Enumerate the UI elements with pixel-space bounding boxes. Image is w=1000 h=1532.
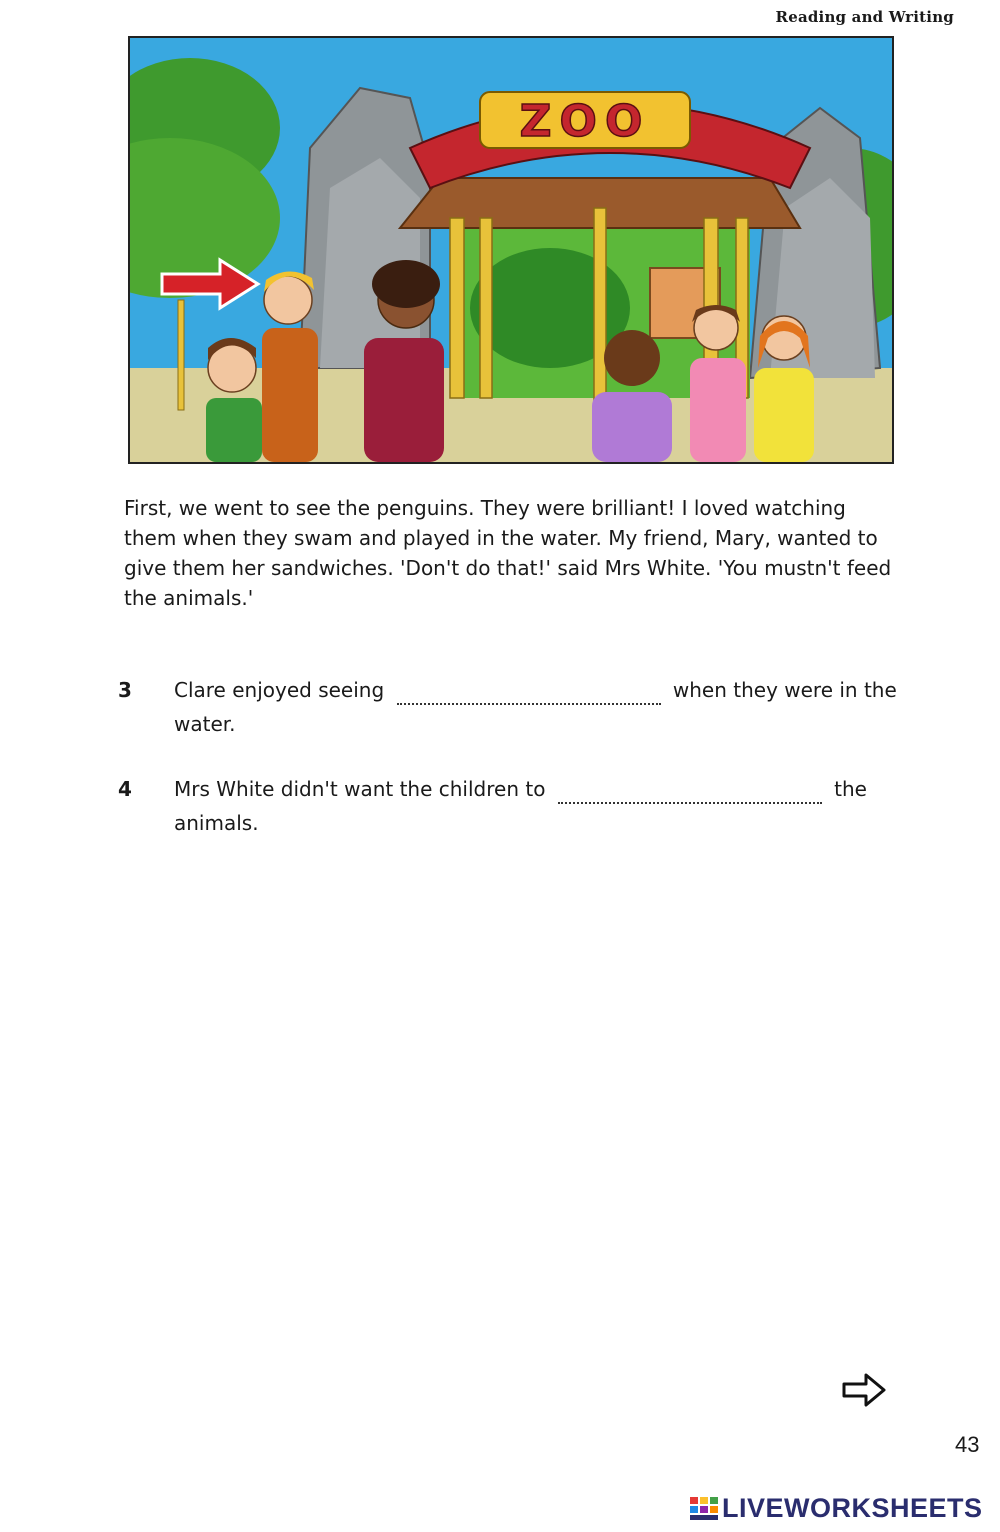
arrow-right-icon: [840, 1370, 890, 1410]
page-number: 43: [955, 1432, 980, 1457]
liveworksheets-brand: [690, 1493, 983, 1524]
zoo-sign-text: ZOO: [519, 96, 651, 147]
teacher-mrs-white: [364, 260, 444, 462]
child-boy-green: [206, 338, 262, 462]
brand-name: LIVEWORKSHEETS: [722, 1493, 983, 1523]
question-text-before: Mrs White didn't want the children to: [174, 777, 546, 801]
question-text-after: when they were in the water.: [174, 678, 897, 736]
answer-input-4[interactable]: [558, 780, 822, 804]
liveworksheets-logo-icon: [690, 1497, 718, 1521]
question-text-after: the animals.: [174, 777, 867, 835]
question-4: [118, 772, 898, 840]
question-number: 4: [118, 777, 132, 801]
question-number: 3: [118, 678, 132, 702]
child-girl-yellow: [754, 316, 814, 462]
child-girl-pink: [690, 305, 746, 462]
answer-input-3[interactable]: [397, 681, 661, 705]
zoo-entrance-illustration: [128, 36, 894, 464]
child-boy-blond: [262, 271, 318, 462]
next-page-button[interactable]: [840, 1370, 890, 1410]
story-paragraph: First, we went to see the penguins. They were brilliant! I loved watching them when they swam and played in the water. My friend, Mary, wanted to give them her sandwiches. 'Don't do that!' said Mrs White. 'You mustn't feed the animals.': [124, 496, 892, 610]
section-title: Reading and Writing: [775, 8, 954, 26]
question-3: [118, 673, 898, 741]
question-text-before: Clare enjoyed seeing: [174, 678, 385, 702]
bamboo-pole: [450, 218, 464, 398]
